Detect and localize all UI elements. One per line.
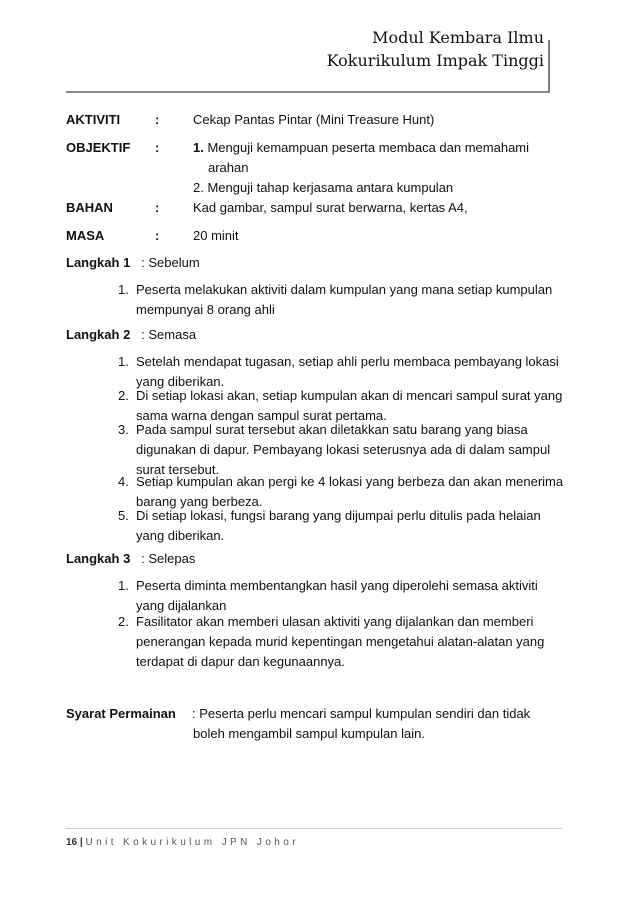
bahan-value: Kad gambar, sampul surat berwarna, kertas A4, [193,200,468,215]
objektif-value-2: 2. Menguji tahap kerjasama antara kumpulan [193,180,454,195]
item-number: 1. [118,578,129,593]
item-number: 1. [118,354,129,369]
item-number: 4. [118,474,129,489]
info-row-bahan [0,198,638,218]
footer-separator: | [79,837,83,848]
item-text-line: Peserta melakukan aktiviti dalam kumpulan yang mana setiap kumpulan [136,282,553,297]
info-row-masa [0,226,638,246]
item-text-line: yang diberikan. [136,374,225,389]
aktiviti-label: AKTIVITI [66,112,121,127]
header-subtitle: Kokurikulum Impak Tinggi [326,51,544,70]
objektif-label: OBJEKTIF [66,140,131,155]
info-row-objektif [0,138,638,198]
masa-colon: : [155,228,160,243]
item-number: 2. [118,388,129,403]
syarat-text-1: : Peserta perlu mencari sampul kumpulan sendiri dan tidak [192,706,531,721]
header-divider [66,91,550,93]
langkah2-title: Langkah 2 [66,327,131,342]
item-text-line: mempunyai 8 orang ahli [136,302,275,317]
objektif-num-1: 1. [193,140,204,155]
footer-unit-name: Unit Kokurikulum JPN Johor [85,837,299,848]
langkah3-heading [66,549,195,569]
objektif-colon: : [155,140,160,155]
bahan-label: BAHAN [66,200,113,215]
item-number: 5. [118,508,129,523]
item-text-line: digunakan di dapur. Pembayang lokasi seterusnya ada di dalam sampul [136,442,551,457]
langkah3-item-1 [118,576,568,616]
item-number: 2. [118,614,129,629]
aktiviti-colon: : [155,112,160,127]
page-number: 16 [66,837,78,848]
footer-divider [66,828,562,829]
langkah2-subtitle: : Semasa [141,327,197,342]
item-text-line: Setelah mendapat tugasan, setiap ahli perlu membaca pembayang lokasi [136,354,559,369]
syarat-permainan [66,704,566,744]
objektif-value-1 [193,138,529,158]
langkah1-item-1 [118,280,568,320]
item-text-line: yang diberikan. [136,528,225,543]
bahan-colon: : [155,200,160,215]
syarat-text-2: boleh mengambil sampul kumpulan lain. [193,726,425,741]
item-text-line: yang dijalankan [136,598,227,613]
item-text-line: barang yang berbeza. [136,494,263,509]
item-text-line: sama warna dengan sampul surat pertama. [136,408,387,423]
langkah3-title: Langkah 3 [66,551,131,566]
item-text-line: Fasilitator akan memberi ulasan aktiviti yang dijalankan dan memberi [136,614,534,629]
langkah3-item-2 [118,612,568,672]
masa-value: 20 minit [193,228,239,243]
objektif-value-1-cont: arahan [208,160,249,175]
info-row-aktiviti [0,110,638,130]
syarat-label: Syarat Permainan [66,706,176,721]
aktiviti-value: Cekap Pantas Pintar (Mini Treasure Hunt) [193,112,435,127]
langkah1-subtitle: : Sebelum [141,255,200,270]
masa-label: MASA [66,228,105,243]
item-text-line: surat tersebut. [136,462,220,477]
langkah1-title: Langkah 1 [66,255,131,270]
item-text-line: Peserta diminta membentangkan hasil yang diperolehi semasa aktiviti [136,578,538,593]
langkah2-item-3 [118,420,568,480]
item-number: 3. [118,422,129,437]
objektif-text-1: Menguji kemampuan peserta membaca dan memahami [207,140,530,155]
langkah2-item-5 [118,506,568,546]
langkah3-subtitle: : Selepas [141,551,196,566]
langkah1-heading [66,253,200,273]
page-footer [66,836,299,850]
item-text-line: Di setiap lokasi, fungsi barang yang dijumpai perlu ditulis pada helaian [136,508,541,523]
header-title: Modul Kembara Ilmu [372,28,544,47]
header-accent-bar [548,40,550,92]
item-text-line: Di setiap lokasi akan, setiap kumpulan akan di mencari sampul surat yang [136,388,563,403]
item-text-line: Pada sampul surat tersebut akan diletakkan satu barang yang biasa [136,422,528,437]
item-text-line: terdapat di dapur dan kegunaannya. [136,654,345,669]
item-text-line: Setiap kumpulan akan pergi ke 4 lokasi yang berbeza dan akan menerima [136,474,564,489]
langkah2-heading [66,325,196,345]
item-text-line: penerangan kepada murid kepentingan mengetahui alatan-alatan yang [136,634,545,649]
item-number: 1. [118,282,129,297]
document-header [327,26,550,72]
